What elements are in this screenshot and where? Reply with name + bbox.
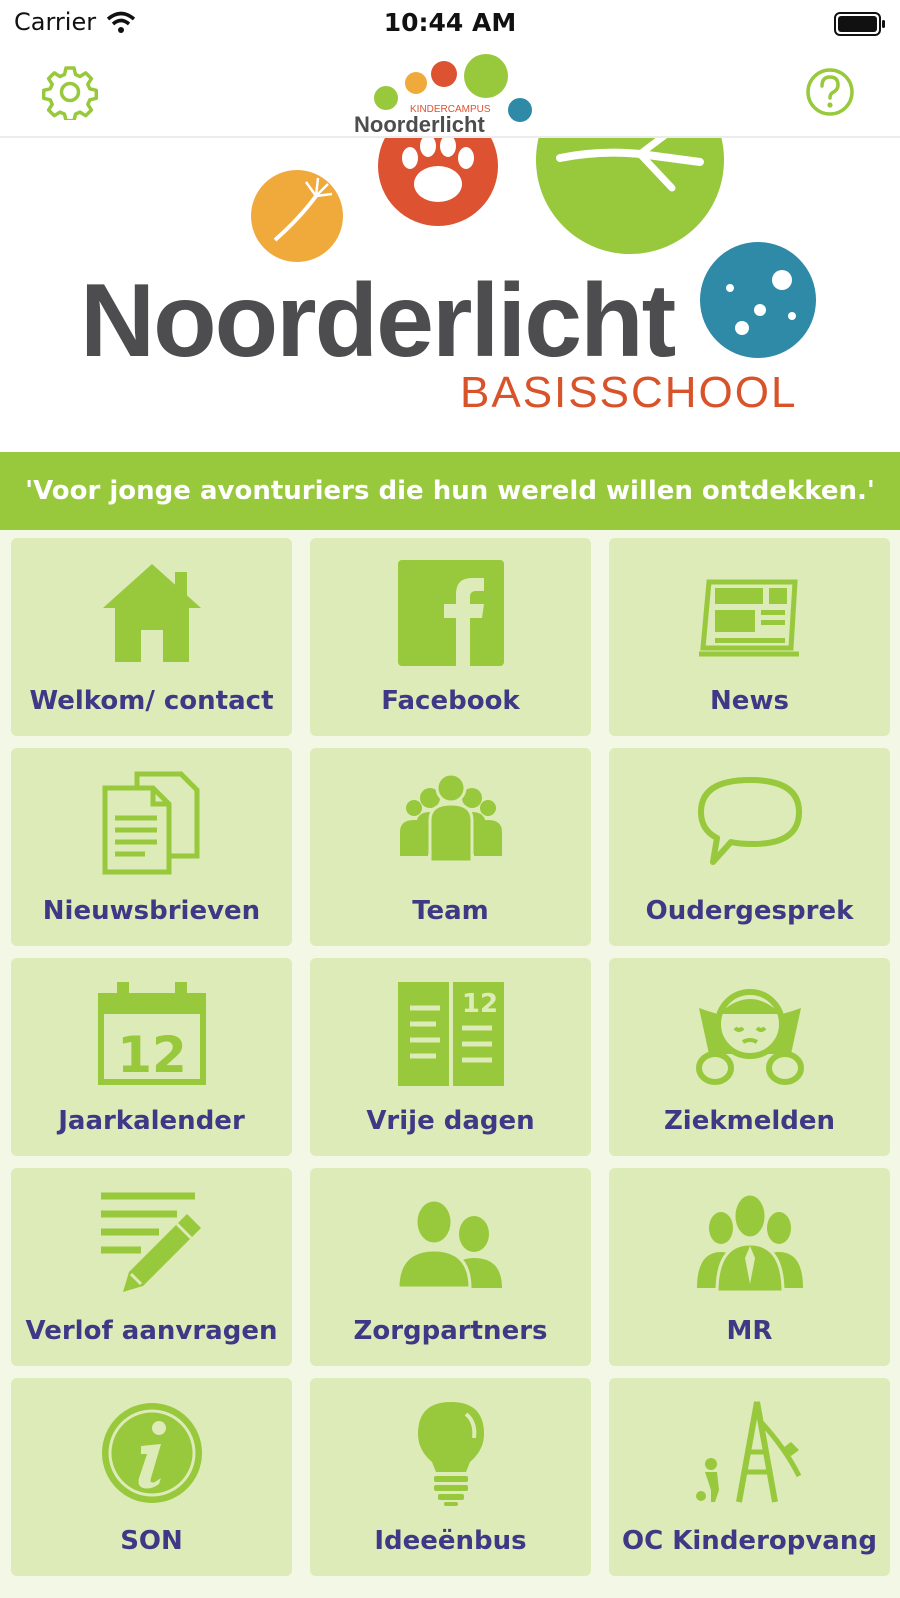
help-icon[interactable] bbox=[802, 64, 858, 120]
tile-label: Welkom/ contact bbox=[29, 686, 274, 716]
tile-nieuwsbrieven[interactable] bbox=[11, 748, 292, 946]
small-logo-name: Noorderlicht bbox=[354, 112, 485, 136]
tile-son[interactable] bbox=[11, 1378, 292, 1576]
facebook-icon bbox=[396, 558, 506, 668]
nav-bar bbox=[0, 46, 900, 138]
tile-ideeenbus[interactable] bbox=[310, 1378, 591, 1576]
tile-oudergesprek[interactable] bbox=[609, 748, 890, 946]
tile-label: News bbox=[710, 686, 789, 716]
tile-label: OC Kinderopvang bbox=[622, 1526, 877, 1556]
tagline-banner bbox=[0, 452, 900, 530]
small-logo-caption: KINDERCAMPUS bbox=[410, 104, 491, 115]
tile-label: MR bbox=[726, 1316, 773, 1346]
tile-ziekmelden[interactable] bbox=[609, 958, 890, 1156]
tile-welkom-contact[interactable] bbox=[11, 538, 292, 736]
council-icon bbox=[695, 1188, 805, 1298]
tile-oc-kinderopvang[interactable] bbox=[609, 1378, 890, 1576]
documents-icon bbox=[97, 768, 207, 878]
tagline-text: 'Voor jonge avonturiers die hun wereld willen ontdekken.' bbox=[25, 476, 875, 506]
gear-icon[interactable] bbox=[42, 64, 98, 120]
playground-icon bbox=[695, 1398, 805, 1508]
newspaper-icon bbox=[695, 558, 805, 668]
pencil-form-icon bbox=[97, 1188, 207, 1298]
tile-zorgpartners[interactable] bbox=[310, 1168, 591, 1366]
tile-vrije-dagen[interactable] bbox=[310, 958, 591, 1156]
partners-icon bbox=[396, 1188, 506, 1298]
calendar-icon bbox=[97, 978, 207, 1088]
tile-label: Vrije dagen bbox=[366, 1106, 535, 1136]
status-time: 10:44 AM bbox=[383, 8, 517, 37]
speech-bubble-icon bbox=[695, 768, 805, 878]
school-name: Noorderlicht bbox=[80, 263, 675, 379]
tile-facebook[interactable] bbox=[310, 538, 591, 736]
hero-banner bbox=[0, 138, 900, 452]
tile-label: Zorgpartners bbox=[353, 1316, 548, 1346]
tile-label: Verlof aanvragen bbox=[25, 1316, 278, 1346]
home-icon bbox=[97, 558, 207, 668]
tile-news[interactable] bbox=[609, 538, 890, 736]
tile-mr[interactable] bbox=[609, 1168, 890, 1366]
tile-label: Ziekmelden bbox=[663, 1106, 836, 1136]
svg-text:12: 12 bbox=[117, 1026, 187, 1084]
tile-label: SON bbox=[120, 1526, 183, 1556]
people-icon bbox=[396, 768, 506, 878]
battery-icon bbox=[834, 12, 886, 36]
tile-jaarkalender[interactable] bbox=[11, 958, 292, 1156]
menu-grid bbox=[0, 530, 900, 1598]
svg-text:12: 12 bbox=[461, 989, 499, 1019]
status-bar bbox=[0, 0, 900, 46]
tile-verlof-aanvragen[interactable] bbox=[11, 1168, 292, 1366]
tile-label: Team bbox=[412, 896, 489, 926]
lightbulb-icon bbox=[396, 1398, 506, 1508]
info-icon bbox=[97, 1398, 207, 1508]
tile-team[interactable] bbox=[310, 748, 591, 946]
school-type: BASISSCHOOL bbox=[460, 368, 798, 417]
small-logo bbox=[350, 50, 550, 136]
tile-label: Nieuwsbrieven bbox=[42, 896, 261, 926]
tile-label: Jaarkalender bbox=[58, 1106, 245, 1136]
tile-label: Oudergesprek bbox=[645, 896, 854, 926]
carrier-label: Carrier bbox=[14, 8, 97, 36]
sick-child-icon bbox=[695, 978, 805, 1088]
tile-label: Facebook bbox=[381, 686, 520, 716]
agenda-icon bbox=[396, 978, 506, 1088]
tile-label: Ideeënbus bbox=[374, 1526, 527, 1556]
